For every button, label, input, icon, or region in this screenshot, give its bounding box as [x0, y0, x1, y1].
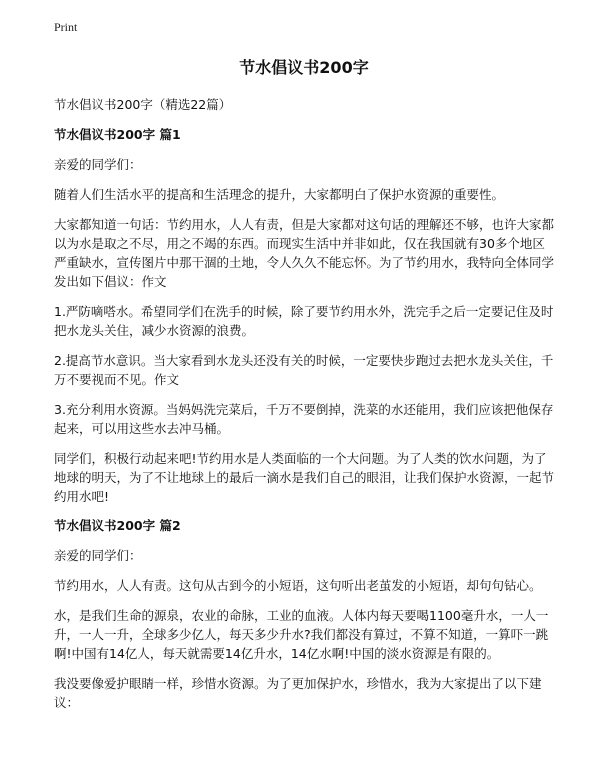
section-heading: 节水倡议书200字 篇1 — [54, 127, 181, 142]
section-1 — [54, 126, 554, 506]
section-2 — [54, 517, 554, 712]
paragraph: 1.严防嘀嗒水。希望同学们在洗手的时候，除了要节约用水外，洗完手之后一定要记住及时把水龙头关住，减少水资源的浪费。 — [54, 304, 554, 338]
paragraph: 2.提高节水意识。当大家看到水龙头还没有关的时候，一定要快步跑过去把水龙头关住，千万不要视而不见。作文 — [54, 353, 554, 387]
document-subtitle: 节水倡议书200字（精选22篇） — [54, 97, 232, 112]
paragraph: 亲爱的同学们： — [54, 157, 142, 172]
paragraph: 大家都知道一句话：节约用水，人人有责，但是大家都对这句话的理解还不够，也许大家都以为水是取之不尽，用之不竭的东西。而现实生活中并非如此，仅在我国就有30多个地区严重缺水，宣传图片中那干涸的土地，令人久久不能忘怀。为了节约用水，我特向全体同学发出如下倡议：作文 — [54, 217, 555, 289]
paragraph: 同学们，积极行动起来吧!节约用水是人类面临的一个大问题。为了人类的饮水问题，为了地球的明天，为了不让地球上的最后一滴水是我们自己的眼泪，让我们保护水资源，一起节约用水吧! — [54, 451, 555, 504]
print-link[interactable]: Print — [54, 20, 78, 34]
paragraph: 我没要像爱护眼睛一样，珍惜水资源。为了更加保护水，珍惜水，我为大家提出了以下建议： — [54, 676, 542, 710]
document-title: 节水倡议书200字 — [239, 58, 369, 77]
paragraph: 随着人们生活水平的提高和生活理念的提升，大家都明白了保护水资源的重要性。 — [54, 187, 505, 202]
paragraph: 亲爱的同学们： — [54, 548, 142, 563]
paragraph: 节约用水，人人有责。这句从古到今的小短语，这句听出老茧发的小短语，却句句钻心。 — [54, 578, 542, 593]
document-body — [54, 58, 554, 723]
section-heading: 节水倡议书200字 篇2 — [54, 518, 181, 533]
paragraph: 3.充分利用水资源。当妈妈洗完菜后，千万不要倒掉，洗菜的水还能用，我们应该把他保存起来，可以用这些水去冲马桶。 — [54, 402, 554, 436]
paragraph: 水，是我们生命的源泉，农业的命脉，工业的血液。人体内每天要喝1100毫升水，一人一升，一人一升，全球多少亿人，每天多少升水?我们都没有算过，不算不知道，一算吓一跳啊!中国有14亿人，每天就需要14亿升水，14亿水啊!中国的淡水资源是有限的。 — [54, 608, 549, 661]
